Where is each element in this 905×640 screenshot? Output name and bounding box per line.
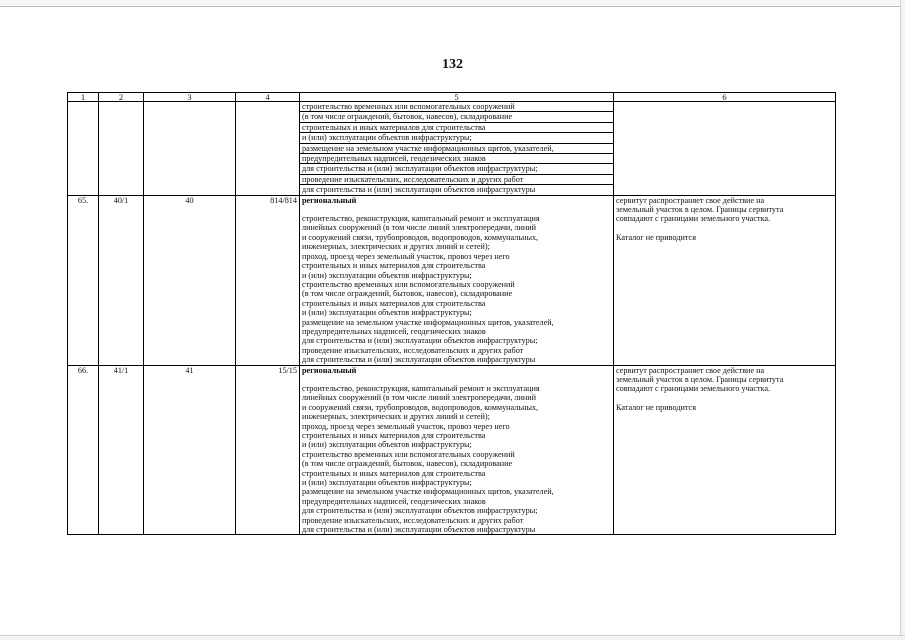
text-line: для строительства и (или) эксплуатации объектов инфраструктуры [302, 355, 536, 365]
text-line: и сооружений связи, трубопроводов, водопроводов, коммунальных, [302, 232, 539, 242]
cadastral-part: 41/1 [99, 365, 144, 535]
text-line: проведение изыскательских, исследовательских и других работ [302, 345, 524, 355]
remark-line: сервитут распространяет свое действие на [616, 365, 765, 375]
column-header: 4 [236, 93, 300, 102]
text-line: для строительства и (или) эксплуатации объектов инфраструктуры; [300, 164, 613, 174]
servitude-type-label: региональный [302, 365, 357, 375]
text-line: (в том числе ограждений, бытовок, навесов), складирование [302, 459, 513, 469]
text-line: размещение на земельном участке информационных щитов, указателей, [302, 317, 554, 327]
text-line: строительных и иных материалов для строительства [302, 298, 486, 308]
text-line: строительных и иных материалов для строительства [302, 468, 486, 478]
cell-empty [236, 102, 300, 196]
remark-line: земельный участок в целом. Границы сервитута [616, 374, 784, 384]
cell-empty [614, 102, 836, 196]
parcel-number: 41 [144, 365, 236, 535]
text-line: проход, проезд через земельный участок, провоз через него [302, 251, 510, 261]
text-line: инженерных, электрических и других линий и сетей); [302, 242, 490, 252]
text-line: для строительства и (или) эксплуатации объектов инфраструктуры [302, 185, 536, 195]
text-line: для строительства и (или) эксплуатации объектов инфраструктуры; [302, 336, 538, 346]
text-line: предупредительных надписей, геодезических знаков [300, 154, 613, 164]
remarks-cell [614, 365, 836, 535]
catalog-note: Каталог не приводится [616, 402, 696, 412]
text-line: строительство временных или вспомогательных сооружений [302, 449, 515, 459]
text-line: строительство временных или вспомогательных сооружений [302, 279, 515, 289]
remarks-cell [614, 195, 836, 365]
text-line: и (или) эксплуатации объектов инфраструктуры; [302, 270, 472, 280]
text-line: проведение изыскательских, исследовательских и других работ [302, 515, 524, 525]
cell-empty [68, 102, 99, 196]
text-line: (в том числе ограждений, бытовок, навесов), складирование [302, 289, 513, 299]
text-line: строительных и иных материалов для строительства [302, 261, 486, 271]
text-line: для строительства и (или) эксплуатации объектов инфраструктуры [302, 525, 536, 535]
cell-empty [99, 102, 144, 196]
area-value: 814/814 [236, 195, 300, 365]
blank-line [616, 224, 833, 233]
column-header: 3 [144, 93, 236, 102]
text-line: строительство временных или вспомогательных сооружений [300, 102, 613, 112]
text-line: для строительства и (или) эксплуатации объектов инфраструктуры; [302, 506, 538, 516]
scan-border-right [900, 0, 905, 640]
text-line: и (или) эксплуатации объектов инфраструктуры; [302, 478, 472, 488]
blank-line [302, 375, 611, 384]
scan-border-bottom [0, 635, 905, 640]
column-header: 5 [300, 93, 614, 102]
area-value: 15/15 [236, 365, 300, 535]
table-row [68, 365, 836, 535]
row-number: 65. [68, 195, 99, 365]
text-line: строительных и иных материалов для строительства [302, 431, 486, 440]
cadastral-part: 40/1 [99, 195, 144, 365]
text-line: размещение на земельном участке информационных щитов, указателей, [302, 487, 554, 497]
text-line: линейных сооружений (в том числе линий электропередачи, линий [302, 393, 537, 403]
column-header-row [68, 93, 836, 102]
text-line: строительных и иных материалов для строительства [300, 123, 613, 133]
text-line: инженерных, электрических и других линий и сетей); [302, 412, 490, 422]
remark-line: сервитут распространяет свое действие на [616, 195, 765, 205]
parcel-number: 40 [144, 195, 236, 365]
text-line: и (или) эксплуатации объектов инфраструктуры; [302, 440, 472, 450]
column-header: 2 [99, 93, 144, 102]
text-line: и (или) эксплуатации объектов инфраструктуры; [302, 308, 472, 318]
text-line: размещение на земельном участке информационных щитов, указателей, [300, 144, 613, 154]
catalog-note: Каталог не приводится [616, 232, 696, 242]
text-line: и сооружений связи, трубопроводов, водопроводов, коммунальных, [302, 402, 539, 412]
text-line: (в том числе ограждений, бытовок, навесов), складирование [300, 112, 613, 122]
text-line: предупредительных надписей, геодезических знаков [302, 326, 486, 336]
scan-border-top [0, 0, 905, 7]
text-line: линейных сооружений (в том числе линий электропередачи, линий [302, 223, 537, 233]
blank-line [302, 205, 611, 214]
text-line: строительство, реконструкция, капитальный ремонт и эксплуатация [302, 214, 540, 224]
row-number: 66. [68, 365, 99, 535]
permitted-use-cell [300, 365, 614, 535]
cell-empty [144, 102, 236, 196]
permitted-use-cell [300, 102, 614, 196]
text-line: проведение изыскательских, исследовательских и других работ [300, 175, 613, 185]
remark-line: совпадают с границами земельного участка. [616, 214, 771, 224]
remark-line: земельный участок в целом. Границы сервитута [616, 205, 784, 215]
column-header: 6 [614, 93, 836, 102]
remark-line: совпадают с границами земельного участка. [616, 384, 771, 394]
continuation-row [68, 102, 836, 196]
page-number: 132 [442, 57, 463, 72]
blank-line [616, 394, 833, 403]
text-line: и (или) эксплуатации объектов инфраструктуры; [300, 133, 613, 143]
text-line: проход, проезд через земельный участок, провоз через него [302, 421, 510, 431]
text-line: строительство, реконструкция, капитальный ремонт и эксплуатация [302, 383, 540, 393]
permitted-use-cell [300, 195, 614, 365]
table-row [68, 195, 836, 365]
text-line: предупредительных надписей, геодезических знаков [302, 496, 486, 506]
register-table [67, 92, 836, 535]
column-header: 1 [68, 93, 99, 102]
servitude-type-label: региональный [302, 195, 357, 205]
